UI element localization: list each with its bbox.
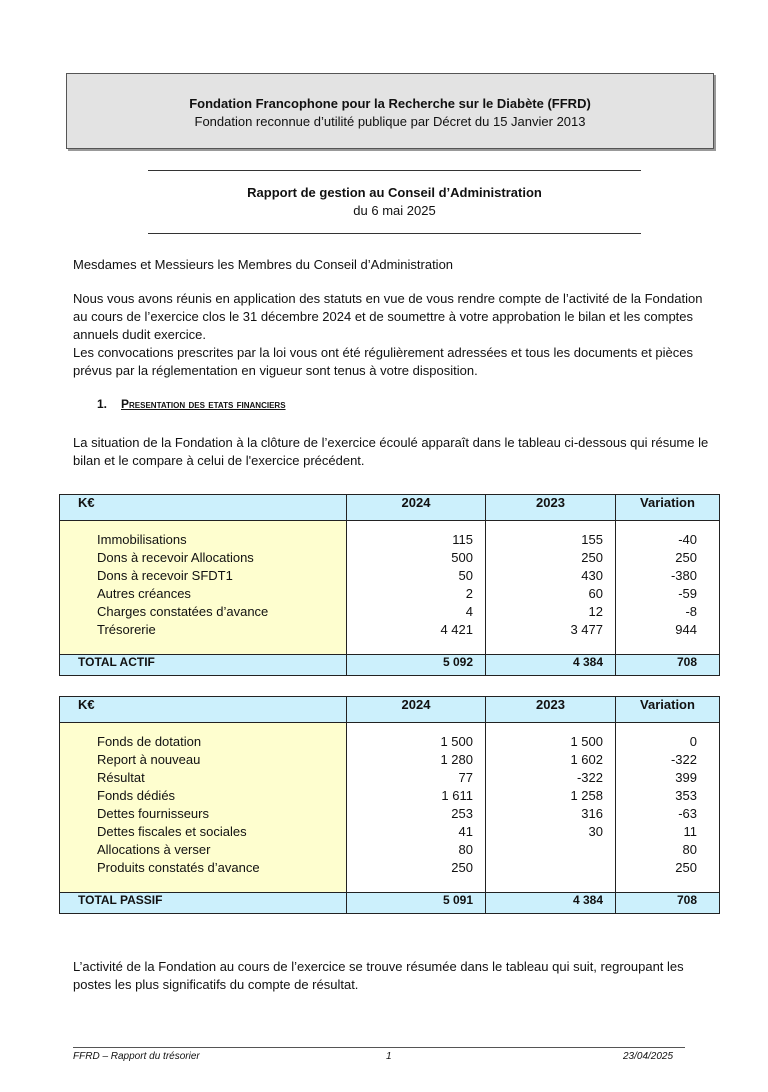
cell-value: 50 (458, 568, 473, 583)
table-header-row (60, 697, 720, 723)
row-label: Immobilisations (97, 532, 187, 547)
cell-value: 316 (581, 806, 603, 821)
cell-value: 250 (675, 550, 697, 565)
total-row (60, 893, 720, 914)
cell-value: -40 (678, 532, 697, 547)
cell-value: 1 611 (441, 788, 473, 803)
total-2024: 5 091 (347, 893, 486, 914)
passif-labels (60, 723, 347, 893)
cell-value: -8 (685, 604, 697, 619)
row-label: Résultat (97, 770, 145, 785)
cell-value: 253 (451, 806, 473, 821)
cell-value: -380 (670, 568, 697, 583)
cell-value: 155 (581, 532, 603, 547)
total-label: TOTAL PASSIF (60, 893, 347, 914)
total-variation: 708 (616, 893, 720, 914)
report-date: du 6 mai 2025 (353, 203, 436, 218)
actif-table (59, 494, 720, 676)
intro-paragraph-1: Nous vous avons réunis en application des statuts en vue de vous rendre compte de l’activité de la Fondation au cours de l’exercice clos le 31 décembre 2024 et de soumettre à votre approbation le bilan et les comptes annuels dudit exercice. (73, 291, 703, 342)
row-label: Dettes fournisseurs (97, 806, 209, 821)
page-number: 1 (386, 1051, 392, 1062)
section-title: Presentation des etats financiers (121, 397, 286, 411)
row-label: Dettes fiscales et sociales (97, 824, 247, 839)
header-variation: Variation (616, 495, 720, 521)
foundation-name: Fondation Francophone pour la Recherche sur le Diabète (FFRD) (189, 96, 591, 111)
actif-variation-values (616, 521, 720, 655)
row-label: Dons à recevoir SFDT1 (97, 568, 233, 583)
table-body-row (60, 521, 720, 655)
section-text: La situation de la Fondation à la clôture de l’exercice écoulé apparaît dans le tableau ci-dessous qui résume le bilan et le compare à celui de l'exercice précédent. (73, 435, 709, 468)
divider-bottom (148, 233, 641, 234)
intro-paragraph-2: Les convocations prescrites par la loi vous ont été régulièrement adressées et tous les documents et pièces prévus par la réglementation en vigueur sont tenus à votre disposition. (73, 345, 694, 378)
total-2023: 4 384 (486, 655, 616, 676)
cell-value: -63 (678, 806, 697, 821)
table-body-row (60, 723, 720, 893)
cell-value: 430 (581, 568, 603, 583)
actif-2023-values (486, 521, 616, 655)
cell-value: 80 (682, 842, 697, 857)
cell-value: 80 (458, 842, 473, 857)
cell-value: 115 (452, 532, 473, 547)
cell-value: 944 (675, 622, 697, 637)
section-number: 1. (97, 397, 108, 411)
cell-value: 77 (458, 770, 473, 785)
cell-value: 0 (689, 734, 697, 749)
cell-value: 1 602 (570, 752, 603, 767)
cell-value: 1 500 (570, 734, 603, 749)
header-unit: K€ (60, 495, 347, 521)
row-label: Report à nouveau (97, 752, 201, 767)
row-label: Dons à recevoir Allocations (97, 550, 254, 565)
row-label: Fonds dédiés (97, 788, 176, 803)
total-2023: 4 384 (486, 893, 616, 914)
cell-value: 2 (465, 586, 473, 601)
row-label: Charges constatées d’avance (97, 604, 269, 619)
cell-value: -322 (576, 770, 603, 785)
passif-2024-values (347, 723, 486, 893)
cell-value: 399 (675, 770, 697, 785)
header-2023: 2023 (486, 495, 616, 521)
header-variation: Variation (616, 697, 720, 723)
report-title: Rapport de gestion au Conseil d’Administration (247, 185, 542, 200)
footer-date: 23/04/2025 (623, 1051, 674, 1062)
foundation-header (66, 73, 714, 149)
foundation-subtitle: Fondation reconnue d’utilité publique par Décret du 15 Janvier 2013 (194, 114, 586, 129)
header-2024: 2024 (347, 495, 486, 521)
cell-value: 4 (465, 604, 473, 619)
passif-2023-values (486, 723, 616, 893)
total-row (60, 655, 720, 676)
row-label: Trésorerie (97, 622, 156, 637)
cell-value (486, 841, 603, 859)
header-2024: 2024 (347, 697, 486, 723)
cell-value: -59 (678, 586, 697, 601)
cell-value: 4 421 (440, 622, 473, 637)
cell-value (486, 859, 603, 877)
cell-value: 3 477 (570, 622, 603, 637)
row-label: Autres créances (97, 586, 191, 601)
header-unit: K€ (60, 697, 347, 723)
total-label: TOTAL ACTIF (60, 655, 347, 676)
table-header-row (60, 495, 720, 521)
cell-value: 1 258 (570, 788, 603, 803)
cell-value: 500 (451, 550, 473, 565)
cell-value: 60 (588, 586, 603, 601)
footer-left: FFRD – Rapport du trésorier (73, 1051, 200, 1062)
total-variation: 708 (616, 655, 720, 676)
cell-value: 250 (451, 860, 473, 875)
divider-top (148, 170, 641, 171)
cell-value: 1 500 (440, 734, 473, 749)
total-2024: 5 092 (347, 655, 486, 676)
row-label: Produits constatés d’avance (97, 860, 260, 875)
actif-2024-values (347, 521, 486, 655)
row-label: Fonds de dotation (97, 734, 202, 749)
row-label: Allocations à verser (97, 842, 211, 857)
passif-table (59, 696, 720, 914)
actif-labels (60, 521, 347, 655)
cell-value: 11 (683, 824, 697, 839)
cell-value: 1 280 (440, 752, 473, 767)
cell-value: -322 (670, 752, 697, 767)
salutation: Mesdames et Messieurs les Membres du Conseil d’Administration (73, 257, 454, 272)
section-heading (97, 397, 286, 411)
cell-value: 250 (581, 550, 603, 565)
cell-value: 41 (458, 824, 473, 839)
cell-value: 30 (588, 824, 603, 839)
header-2023: 2023 (486, 697, 616, 723)
cell-value: 250 (675, 860, 697, 875)
cell-value: 353 (675, 788, 697, 803)
footer-divider (73, 1047, 685, 1048)
report-title-block (148, 184, 641, 220)
cell-value: 12 (588, 604, 603, 619)
activity-paragraph: L’activité de la Fondation au cours de l’exercice se trouve résumée dans le tableau qui suit, regroupant les postes les plus significatifs du compte de résultat. (73, 959, 684, 992)
passif-variation-values (616, 723, 720, 893)
